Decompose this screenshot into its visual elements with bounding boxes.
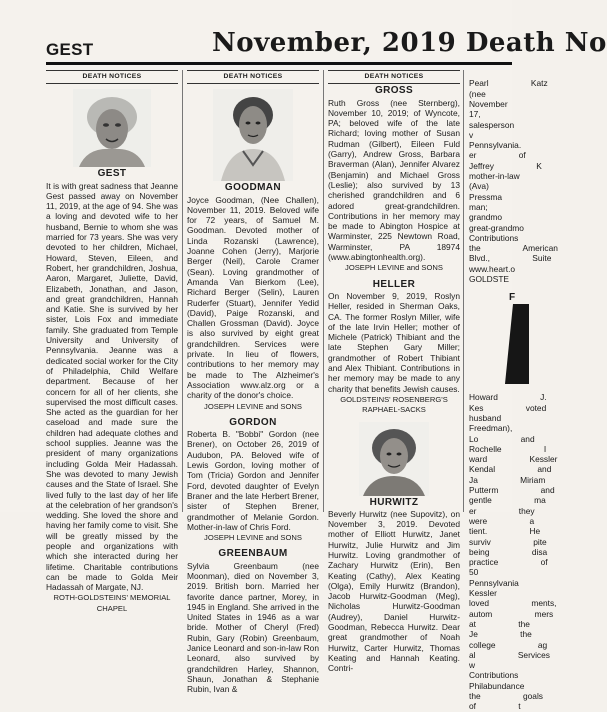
death-notices-header: DEATH NOTICES <box>187 70 319 84</box>
obituary-text: Sylvia Greenbaum (nee Moonman), died on November 3, 2019. British born. Married her favorite dance partner, Morey, in 1945 in England. She arrived in the United States in 1946 as a war bride. Mother of Cheryl (Fred) Rubin, Gary (Robin) Greenbaum, Janice Leonard and son-in-law Ron Leonard, also survived by grandchildren Harley, Shannon, Shaun, Jonathan & Stephanie Rubin, Ivan & <box>187 560 319 695</box>
decedent-name: GEST <box>97 168 127 180</box>
page-masthead: November, 2019 Death No <box>212 28 607 58</box>
funeral-home: JOSEPH LEVINE and SONS <box>204 401 302 411</box>
column-gross <box>328 70 460 674</box>
decedent-name: GOODMAN <box>224 182 282 194</box>
decedent-name: HELLER <box>372 278 416 290</box>
portrait-photo-goodman <box>213 89 293 181</box>
obituary-text: It is with great sadness that Jeanne Gest passed away on November 11, 2019, at the age of 94. She was a loving and devoted wife to her husband, Bernie to whom she was married for 73 years. She was very devoted to her children, Michael, Howard, Steven, Eileen, and Robert, her grandchildren, Joshua, Aaron, Margaret, Juliette, David, Elizabeth, Jonathan, and Jason, and great grandchildren, Hannah and Katie. She is survived by her sister, Lois Fox and immediate family. She graduated from Temple University and University of Pennsylvania. Jeanne was a dedicated social worker for the City of Philadelphia, Child Welfare department. Because of her concern for all of her clients, she supervised the most difficult cases. She acted as the guardian for her caseload and made sure the children had adequate clothes and school supplies. Jeanne was the president of many organizations including Golda Meir Hadassah. She was devoted to many Jewish causes and the State of Israel. She lived fully to the last day of her life at the celebration of her grandson's wedding. She loved the shore and having her family come to visit. She will be greatly missed by the people and organizations with which she interacted during her lifetime. Charitable contributions can be made to Golda Meir Hadassah of Margate, NJ. <box>46 180 178 593</box>
obituary-text-cropped: Howard J. Kes voted husband Freedman), Lo and Rochelle I ward Kessler Kendal and Ja Miriam Putterm and gentle ma er they were a tient. He surviv pite being disa practice of 50 Pennsylvania Kessler loved ments, autom mers at the Je the college ag al Services w Contributions Philabundance the goals of t <box>469 392 558 712</box>
obituary-text: Beverly Hurwitz (nee Supovitz), on November 3, 2019. Devoted mother of Elliott Hurwitz, Janet Hurwitz, Julie Hurwitz and Jim Hurwitz. Loving grandmother of Zachary Hurwitz (Erin), Ben Keating (Cathy), Alex Keating (Olga), Emily Hurwitz (Brandon), Jacob Hurwitz-Goodman (Meg), Nicholas Hurwitz-Goodman (Audrey), Daniel Hurwitz-Goodman, Rebecca Hurwitz. Dear great grandmother of Noah Hurwitz, Carter Hurwitz, Thomas Keating and Hannah Keating. Contri- <box>328 508 460 674</box>
obituary-text: Ruth Gross (nee Sternberg), November 10, 2019; of Wyncote, PA; beloved wife of the late Richard; loving mother of Susan Rudman (Gilbert), Eileen Fuld (Garry), Andrew Gross, Barbara Braverman (Alan), Jennifer Alvarez (Benjamin) and Michael Gross (Leslie); also survived by 13 cherished grandchildren and 6 adored great-grandchildren. Contributions in her memory may be made to Abington Hospice at Warminster, 225 Newtown Road, Warminster, PA 18974 (www.abingtonhealth.org). <box>328 97 460 263</box>
column-katz-cropped <box>464 70 558 712</box>
column-goodman <box>187 70 319 695</box>
section-label: GEST <box>46 40 94 59</box>
column-divider <box>323 70 324 512</box>
cropped-initial: F <box>509 291 516 303</box>
funeral-home: JOSEPH LEVINE and SONS <box>204 533 302 543</box>
decedent-name: HURWITZ <box>369 496 419 508</box>
obituary-text: Joyce Goodman, (Nee Challen), November 11, 2019. Beloved wife for 72 years, of Samuel M. Goodman. Devoted mother of Linda Rozanski (Lawrence), Joanne Cohen (Jerry), Marjorie Berger (Neil), Carole Cramer (Sean). Loving grandmother of Amanda Van Bierkom (Lee), Richard Berger (Selin), Lauren Ruderfer (Stuart), Jennifer Yedid (David), Paige Rozanski, and Challen Grossman (David). Joyce is also survived by eight great grandchildren. Services were private. In lieu of flowers, contributions to her memory may be made to The Alzheimer's Association www.alz.org or a charity of the donor's choice. <box>187 194 319 401</box>
decedent-name: GREENBAUM <box>218 548 288 560</box>
death-notices-header: DEATH NOTICES <box>46 70 178 84</box>
decedent-name: GROSS <box>374 85 414 97</box>
death-notices-header: DEATH NOTICES <box>328 70 460 84</box>
portrait-photo-cropped <box>469 304 529 384</box>
column-divider <box>182 70 183 512</box>
decedent-name: GORDON <box>229 416 277 428</box>
obituary-text: Roberta B. "Bobbi" Gordon (nee Brener), on October 26, 2019 of Audubon, PA. Beloved wife of Lewis Gordon, loving mother of Tom (Tricia) Gordon and Jennifer Ford, devoted daughter of Evelyn Braner and the late Herbert Brener, sister of Stephen Brener, grandmother of Melanie Gordon. Mother-in-law of Chris Ford. <box>187 429 319 532</box>
portrait-photo-hurwitz <box>359 422 429 496</box>
obituary-text-cropped: Pearl Katz (nee November 17, salesperson v Pennsylvania. er of Jeffrey K mother-in-law (Ava) Pressma man; grandmo great-grandmo Contributions the American Blvd., Suite www.heart.o GOLDSTE <box>469 78 558 285</box>
funeral-home: GOLDSTEINS' ROSENBERG'S RAPHAEL-SACKS <box>340 394 448 415</box>
obituary-text: On November 9, 2019, Roslyn Heller, resided in Sherman Oaks, CA. The former Roslyn Miller, wife of the late Irvin Heller; mother of Michele (Patrick) Thibiant and the late Stephen Gary Miller; grandmother of Robert Thibiant and Alex Thibiant. Contributions in her memory may be made to any charity that benefits Jewish causes. <box>328 290 460 394</box>
masthead-rule <box>46 62 512 65</box>
funeral-home: ROTH-GOLDSTEINS' MEMORIAL CHAPEL <box>53 593 171 613</box>
portrait-photo-gest <box>73 89 151 167</box>
funeral-home: JOSEPH LEVINE and SONS <box>345 263 443 273</box>
column-gest <box>46 70 178 620</box>
